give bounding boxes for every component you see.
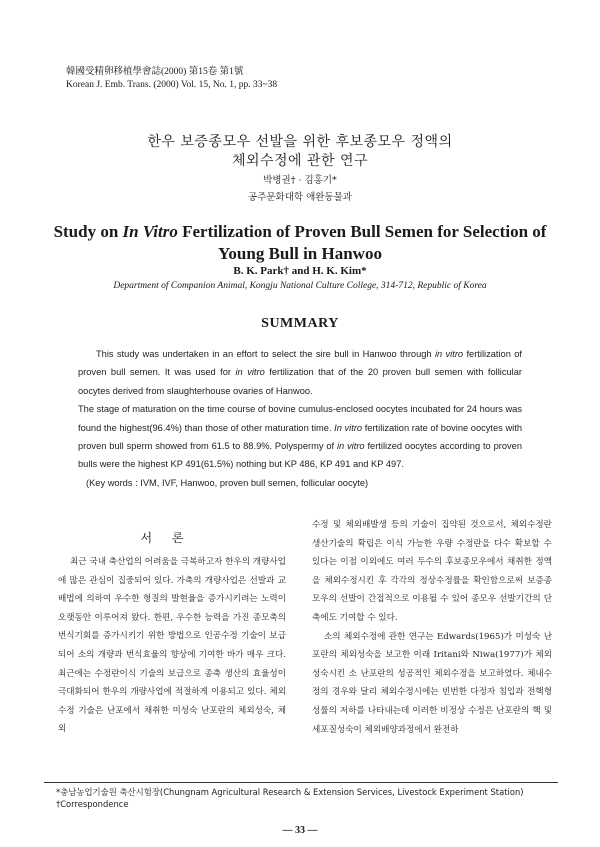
footnotes [56,786,556,810]
intro-right-column [312,516,552,739]
title-en-line1: Study on In Vitro Fertilization of Proven Bull Semen for Selection of [53,222,547,241]
intro-right-text-1: 수정 및 체외배발생 등의 기술이 집약된 것으로서, 체외수정란 생산기술의 확립은 이식 가능한 우량 수정란을 다수 확보할 수 있다는 이점 이외에도 여러 두수의 후보종모우에서 채취한 정액을 체외수정시킨 후 각각의 정상수정률을 확인함으로써 보증종모우의 선발이 간접적으로 이용될 수 있어 종모우 선발기간의 단축에도 기여할 수 있다. [312,520,552,623]
authors-en: B. K. Park† and H. K. Kim* [233,265,367,277]
journal-citation-ko: 韓國受精卵移植學會誌(2000) 第15卷 第1號 [66,67,244,77]
title-ko-line1: 한우 보증종모우 선발을 위한 후보종모우 정액의 [147,134,453,150]
authors-ko: 박병권† · 김홍기* [263,175,337,186]
summary-paragraph-1: This study was undertaken in an effort to select the sire bull in Hanwoo through in vitro fertilization of proven bull semen. It was used for in vitro fertilization that of the 20 proven bull semen with follicular oocytes derived from slaughterhouse ovaries of Hanwoo. [78,349,523,396]
intro-heading: 서 론 [140,531,192,545]
journal-citation-en: Korean J. Emb. Trans. (2000) Vol. 15, No. 1, pp. 33~38 [66,80,278,90]
summary-body [78,345,522,492]
intro-left-column [58,553,286,739]
footnote-divider [44,782,558,783]
footnote-2: †Correspondence [56,799,129,809]
footnote-1: *충남농업기술원 축산시험장(Chungnam Agricultural Research & Extension Services, Livestock Experiment Station) [56,787,524,797]
journal-citation [66,66,277,92]
summary-heading: SUMMARY [261,316,339,331]
title-en [40,221,560,265]
title-ko-line2: 체외수정에 관한 연구 [231,153,369,169]
summary-paragraph-2: The stage of maturation on the time course of bovine cumulus-enclosed oocytes incubated for 24 hours was found the highest(96.4%) than those of other maturation time. In vitro fertilization rate of bovine oocytes with proven bull sperm showed from 61.5 to 88.9%. Polyspermy of in vitro fertilized oocytes according to proven bulls were the highest KP 491(61.5%) nothing but KP 486, KP 491 and KP 497. [78,404,522,470]
affiliation-ko: 공주문화대학 애완동물과 [248,192,352,203]
page-number: — 33 — [282,825,318,836]
summary-keywords: (Key words : IVM, IVF, Hanwoo, proven bull semen, follicular oocyte) [86,477,369,488]
intro-left-text: 최근 국내 축산업의 어려움을 극복하고자 한우의 개량사업에 많은 관심이 집중되어 있다. 가축의 개량사업은 선발과 교배법에 의하여 우수한 형질의 발현율을 증가시키려는 노력이 오랫동안 이루어져 왔다. 한편, 우수한 능력을 가진 종모축의 번식기회를 증가시키기 위한 방법으로 인공수정 기술이 보급되어 소의 개량과 번식효율의 향상에 기여한 바가 매우 크다. 최근에는 수정란이식 기술의 보급으로 종축 생산의 효율성이 극대화되어 한우의 개량사업에 적절하게 이용되고 있다. 체외수정 기술은 난포에서 채취한 미성숙 난포란의 체외성숙, 체외 [58,557,286,735]
title-en-line2: Young Bull in Hanwoo [218,244,382,263]
affiliation-en: Department of Companion Animal, Kongju National Culture College, 314-712, Republic of Korea [113,281,487,291]
intro-right-text-2: 소의 체외수정에 관한 연구는 Edwards(1965)가 미성숙 난포란의 체외성숙을 보고한 이래 Iritani와 Niwa(1977)가 체외성숙시킨 소 난포란의 성공적인 체외수정을 보고하였다. 체내수정의 경우와 달리 체외수정시에는 빈번한 다정자 침입과 전핵형성률의 저하를 나타내는데 이러한 비정상 수정은 난포란의 핵 및 세포질성숙이 체외배양과정에서 완전하 [312,631,552,735]
